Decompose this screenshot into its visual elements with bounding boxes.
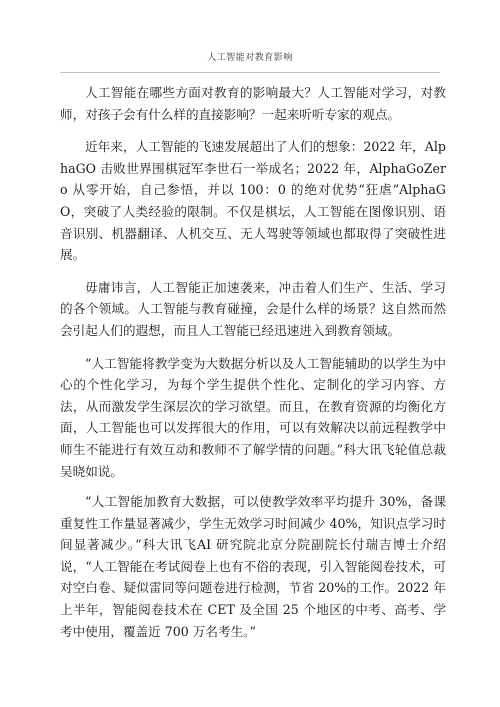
- paragraph-ai-development: 近年来，人工智能的飞速发展超出了人们的想象：2022 年，AlphaGO 击败世界围棋冠军李世石一举成名；2022 年，AlphaGoZero 从零开始，自己参悟，并以 100：0 的绝对优势“狂虐”AlphaGO，突破了人类经验的限制。不仅是棋坛，人工智能在图像识别、语音识别、机器翻译、人机交互、无人驾驶等领域也都取得了突破性进展。: [60, 139, 446, 263]
- paragraph-quote-wu: “人工智能将教学变为大数据分析以及人工智能辅助的以学生为中心的个性化学习，为每个学生提供个性化、定制化的学习内容、方法，从而激发学生深层次的学习欲望。而且，在教育资源的均衡化方面，人工智能也可以发挥很大的作用，可以有效解决以前远程教学中师生不能进行有效互动和教师不了解学情的问题。”科大讯飞轮值总裁吴晓如说。: [60, 355, 446, 479]
- paragraph-quote-fu: “人工智能加教育大数据，可以使教学效率平均提升 30%，备课重复性工作量显著减少，学生无效学习时间减少 40%，知识点学习时间显著减少。”科大讯飞AI 研究院北京分院副院长付瑞吉博士介绍说，“人工智能在考试阅卷上也有不俗的表现，引入智能阅卷技术，可对空白卷、疑似雷同等问题卷进行检测，节省 20%的工作。2022 年上半年，智能阅卷技术在 CET 及全国 25 个地区的中考、高考、学考中使用，覆盖近 700 万名考生。”: [60, 494, 446, 639]
- header-divider: [60, 72, 440, 73]
- article-body: [60, 82, 446, 653]
- page-header-title: 人工智能对教育影响: [207, 53, 293, 63]
- paragraph-intro: 人工智能在哪些方面对教育的影响最大？人工智能对学习，对教师，对孩子会有什么样的直接影响？一起来听听专家的观点。: [60, 85, 446, 122]
- paragraph-ai-education: 毋庸讳言，人工智能正加速袭来，冲击着人们生产、生活、学习的各个领域。人工智能与教育碰撞，会是什么样的场景？这自然而然会引起人们的遐想，而且人工智能已经迅速进入到教育领域。: [60, 279, 446, 338]
